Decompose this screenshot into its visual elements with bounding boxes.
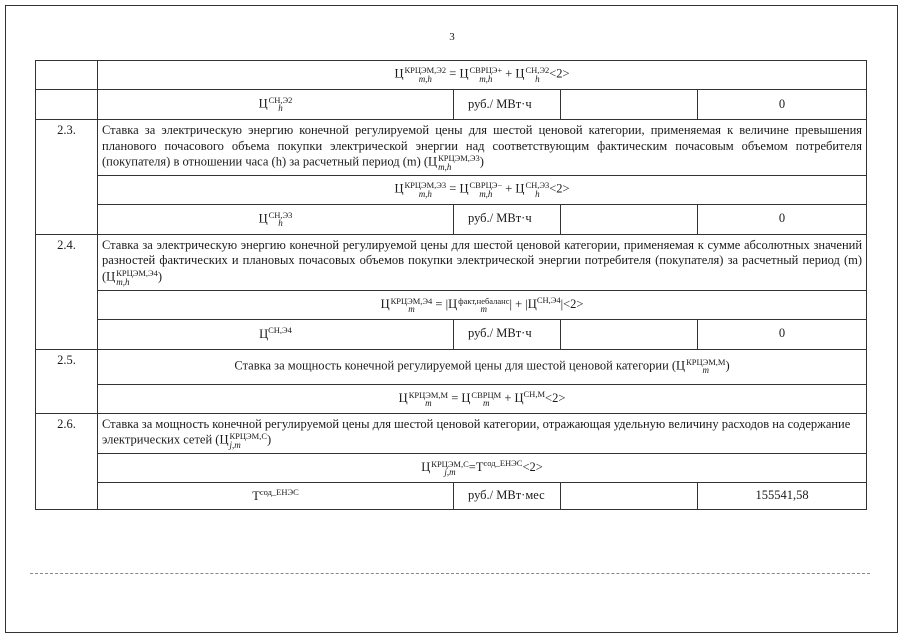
unit-cell: руб./ МВт·мес: [454, 482, 561, 509]
value-cell: 155541,58: [698, 482, 867, 509]
description-2-5: Ставка за мощность конечной регулируемой цены для шестой ценовой категории (Ц КРЦЭМ,М m ): [98, 349, 867, 384]
scan-dash-line: [30, 573, 870, 574]
value-cell: 0: [698, 90, 867, 120]
row-number: 2.3.: [36, 120, 98, 235]
table-row: [36, 234, 867, 290]
symbol-sn-e3: Ц СН,Э3 h: [98, 204, 454, 234]
value-cell: 0: [698, 319, 867, 349]
page-number: 3: [449, 31, 455, 43]
symbol-sn-e2: Ц СН,Э2 h: [98, 90, 454, 120]
symbol-sn-e4: $Ц^{СН,Э4}$: [98, 319, 454, 349]
table-row: [36, 384, 867, 413]
row-number: 2.6.: [36, 413, 98, 509]
formula-c: Ц КРЦЭМ,С j,m $=Т^{сод\_ЕНЭС}<2>$: [98, 453, 867, 482]
table-row: [36, 175, 867, 204]
description-2-4: Ставка за электрическую энергию конечной регулируемой цены для шестой ценовой категории, применяемая к сумме абсолютных значений разностей фактических и плановых почасовых объемов покупки электрической энергии потребителя (покупателя) за расчетный период (m) (Ц КРЦЭМ,Э4 m,h ): [98, 234, 867, 290]
description-2-3: Ставка за электрическую энергию конечной регулируемой цены для шестой ценовой категории, применяемая к величине превышения планового почасового объема покупки электрической энергии над соответствующим фактическим почасовым объемом потребителя (покупателя) в отношении часа (h) за расчетный период (m) (Ц КРЦЭМ,Э3 m,h ): [98, 120, 867, 176]
table-row: [36, 319, 867, 349]
value-cell: 0: [698, 204, 867, 234]
table-row: [36, 204, 867, 234]
table-row: [36, 482, 867, 509]
unit-cell: руб./ МВт·ч: [454, 319, 561, 349]
table-row: [36, 120, 867, 176]
unit-cell: руб./ МВт·ч: [454, 204, 561, 234]
table-row: [36, 61, 867, 90]
row-number: 2.5.: [36, 349, 98, 413]
formula-m: Ц КРЦЭМ,М m = Ц СВРЦМ m + $Ц^{СН,М}<2>$: [98, 384, 867, 413]
description-2-6: Ставка за мощность конечной регулируемой цены для шестой ценовой категории, отражающая удельную величину расходов на содержание электрических сетей (Ц КРЦЭМ,С j,m ): [98, 413, 867, 453]
table-row: [36, 90, 867, 120]
table-row: [36, 349, 867, 384]
symbol-t-sod: $Т^{сод\_ЕНЭС}$: [98, 482, 454, 509]
formula-e4: Ц КРЦЭМ,Э4 m = |Ц факт,небаланс m | + $|Ц^{СН,Э4}|<2>$: [98, 290, 867, 319]
row-number: 2.4.: [36, 234, 98, 349]
table-row: [36, 413, 867, 453]
unit-cell: руб./ МВт·ч: [454, 90, 561, 120]
table-row: [36, 453, 867, 482]
formula-e2: Ц КРЦЭМ,Э2 m,h = Ц СВРЦЭ+ m,h + Ц СН,Э2 h <2>: [98, 61, 867, 90]
formula-e3: Ц КРЦЭМ,Э3 m,h = Ц СВРЦЭ− m,h + Ц СН,Э3 h <2>: [98, 175, 867, 204]
table-row: [36, 290, 867, 319]
tariff-table: [35, 60, 867, 510]
row-number-cell: [36, 61, 98, 90]
